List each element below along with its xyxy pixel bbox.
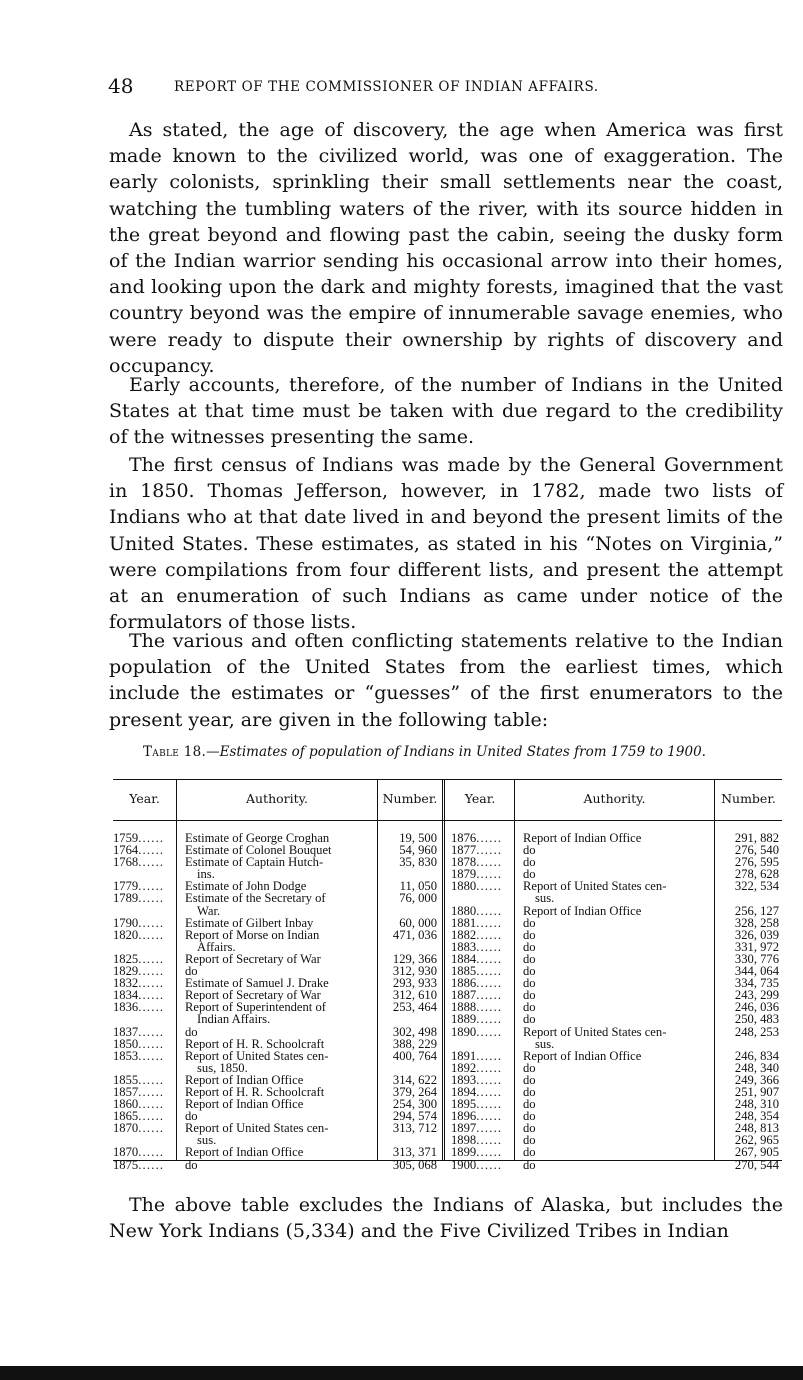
year-value: 1837 <box>113 1024 139 1039</box>
row-authority <box>185 856 323 880</box>
row-number: 246, 834 <box>734 1048 779 1063</box>
authority-line: Report of Secretary of War <box>185 988 321 1003</box>
row-authority <box>185 1098 303 1110</box>
leader-dots: ...... <box>476 1072 503 1087</box>
authority-line: do <box>185 1157 198 1172</box>
leader-dots: ...... <box>476 939 503 954</box>
leader-dots: ...... <box>138 1084 165 1099</box>
row-number: 344, 064 <box>734 964 779 979</box>
leader-dots: ...... <box>138 1024 165 1039</box>
row-number: 278, 628 <box>734 867 779 882</box>
table-row <box>113 929 442 953</box>
year-value: 1829 <box>113 964 139 979</box>
row-number: 248, 354 <box>734 1109 779 1124</box>
leader-dots: ...... <box>476 976 503 991</box>
row-number: 291, 882 <box>734 831 779 845</box>
row-number: 76, 000 <box>399 891 437 906</box>
authority-line: Report of Morse on Indian <box>185 927 320 942</box>
row-number: 331, 972 <box>734 939 779 954</box>
leader-dots: ...... <box>138 1072 165 1087</box>
authority-line: Report of United States cen- <box>523 1024 667 1039</box>
row-authority <box>523 1026 666 1050</box>
row-number: 312, 930 <box>392 964 437 979</box>
row-year <box>113 892 164 904</box>
authority-line: Report of Indian Office <box>185 1145 304 1160</box>
paragraph-5: The above table excludes the Indians of Alaska, but includes the New York Indians (5,334) and the Five Civilized Tribes in Indian <box>109 1194 783 1243</box>
page-header <box>108 74 728 102</box>
row-year <box>113 856 164 868</box>
year-value: 1768 <box>113 855 139 870</box>
leader-dots: ...... <box>138 879 165 894</box>
table-right-half <box>451 832 782 1171</box>
year-value: 1855 <box>113 1072 139 1087</box>
row-number: 328, 258 <box>734 915 779 930</box>
row-authority <box>185 1122 328 1146</box>
year-value: 1885 <box>451 964 477 979</box>
year-value: 1886 <box>451 976 477 991</box>
year-value: 1879 <box>451 867 477 882</box>
year-value: 1820 <box>113 927 139 942</box>
year-value: 1759 <box>113 831 139 845</box>
authority-line: Estimate of Colonel Bouquet <box>185 843 332 858</box>
leader-dots: ...... <box>476 927 503 942</box>
year-value: 1850 <box>113 1036 139 1051</box>
year-value: 1779 <box>113 879 139 894</box>
year-value: 1880 <box>451 903 477 918</box>
row-number: 312, 610 <box>392 988 437 1003</box>
leader-dots: ...... <box>138 1157 165 1172</box>
year-value: 1892 <box>451 1060 477 1075</box>
authority-line: Affairs. <box>197 939 236 954</box>
authority-line: sus. <box>535 891 555 906</box>
row-number: 251, 907 <box>734 1084 779 1099</box>
year-value: 1860 <box>113 1097 139 1112</box>
leader-dots: ...... <box>476 831 503 845</box>
row-authority <box>523 880 666 904</box>
leader-dots: ...... <box>138 1000 165 1015</box>
authority-line: do <box>523 1133 536 1148</box>
authority-line: do <box>523 1121 536 1136</box>
row-number: 305, 068 <box>392 1157 437 1172</box>
authority-line: do <box>523 867 536 882</box>
row-number: 276, 540 <box>734 843 779 858</box>
authority-line: do <box>523 939 536 954</box>
leader-dots: ...... <box>476 843 503 858</box>
leader-dots: ...... <box>138 1048 165 1063</box>
row-authority <box>185 1038 324 1050</box>
year-value: 1897 <box>451 1121 477 1136</box>
row-year <box>113 929 164 941</box>
leader-dots: ...... <box>476 1109 503 1124</box>
paragraph-2: Early accounts, therefore, of the number of Indians in the United States at that time must be taken with due regard to the credibility of the witnesses presenting the same. <box>109 374 783 449</box>
row-number: 254, 300 <box>392 1097 437 1112</box>
column-rule-double <box>442 780 445 1160</box>
leader-dots: ...... <box>476 1133 503 1148</box>
row-number: 243, 299 <box>734 988 779 1003</box>
authority-line: do <box>523 1109 536 1124</box>
year-value: 1880 <box>451 879 477 894</box>
authority-line: do <box>523 1157 536 1172</box>
row-number: 248, 310 <box>734 1097 779 1112</box>
authority-line: do <box>523 976 536 991</box>
row-number: 248, 253 <box>734 1024 779 1039</box>
authority-line: do <box>523 988 536 1003</box>
authority-line: do <box>523 855 536 870</box>
row-number: 246, 036 <box>734 1000 779 1015</box>
authority-line: Estimate of Gilbert Inbay <box>185 915 314 930</box>
leader-dots: ...... <box>476 855 503 870</box>
year-value: 1865 <box>113 1109 139 1124</box>
leader-dots: ...... <box>476 1084 503 1099</box>
row-number: 270, 544 <box>734 1157 779 1172</box>
row-year <box>451 1159 502 1171</box>
row-authority <box>185 1001 326 1025</box>
row-authority <box>185 929 319 953</box>
row-authority <box>523 917 536 929</box>
row-year <box>113 1159 164 1171</box>
row-number: 129, 366 <box>392 951 437 966</box>
row-authority <box>185 1146 303 1158</box>
table-left-half <box>113 832 442 1171</box>
year-value: 1888 <box>451 1000 477 1015</box>
authority-line: sus. <box>197 1133 217 1148</box>
row-number: 313, 371 <box>392 1145 437 1160</box>
year-value: 1895 <box>451 1097 477 1112</box>
table-row <box>113 1001 442 1025</box>
leader-dots: ...... <box>476 1024 503 1039</box>
leader-dots: ...... <box>138 976 165 991</box>
authority-line: Report of United States cen- <box>523 879 667 894</box>
authority-line: Estimate of Samuel J. Drake <box>185 976 329 991</box>
leader-dots: ...... <box>476 903 503 918</box>
leader-dots: ...... <box>138 855 165 870</box>
authority-line: sus, 1850. <box>197 1060 248 1075</box>
leader-dots: ...... <box>138 1097 165 1112</box>
page-number: 48 <box>108 74 134 98</box>
authority-line: War. <box>197 903 221 918</box>
row-authority <box>185 1159 198 1171</box>
year-value: 1898 <box>451 1133 477 1148</box>
leader-dots: ...... <box>138 1109 165 1124</box>
row-number: 330, 776 <box>734 951 779 966</box>
row-authority <box>523 832 641 844</box>
authority-line: Report of Superintendent of <box>185 1000 326 1015</box>
row-number: 248, 813 <box>734 1121 779 1136</box>
leader-dots: ...... <box>476 879 503 894</box>
authority-line: Report of Indian Office <box>185 1097 304 1112</box>
leader-dots: ...... <box>138 964 165 979</box>
authority-line: Report of Indian Office <box>523 903 642 918</box>
paragraph-4: The various and often conflicting statements relative to the Indian population of the United States from the earliest times, which include the estimates or “guesses” of the first enumerators to the present year, are given in the following table: <box>109 630 783 731</box>
authority-line: do <box>523 1060 536 1075</box>
leader-dots: ...... <box>476 988 503 1003</box>
authority-line: Report of Indian Office <box>185 1072 304 1087</box>
table-row <box>451 1026 782 1050</box>
authority-line: Estimate of John Dodge <box>185 879 307 894</box>
year-value: 1878 <box>451 855 477 870</box>
year-value: 1890 <box>451 1024 477 1039</box>
year-value: 1789 <box>113 891 139 906</box>
leader-dots: ...... <box>138 831 165 845</box>
authority-line: do <box>523 843 536 858</box>
table-row <box>113 1050 442 1074</box>
row-year <box>113 1050 164 1062</box>
row-number: 322, 534 <box>734 879 779 894</box>
authority-line: Report of Secretary of War <box>185 951 321 966</box>
row-number: 60, 000 <box>399 915 437 930</box>
row-number: 249, 366 <box>734 1072 779 1087</box>
table-caption <box>143 744 706 760</box>
leader-dots: ...... <box>138 843 165 858</box>
row-number: 326, 039 <box>734 927 779 942</box>
column-header-year: Year. <box>129 791 160 806</box>
authority-line: do <box>185 1024 198 1039</box>
authority-line: do <box>523 1084 536 1099</box>
row-number: 334, 735 <box>734 976 779 991</box>
authority-line: do <box>523 1097 536 1112</box>
year-value: 1764 <box>113 843 139 858</box>
column-header-number: Number. <box>721 791 776 806</box>
authority-line: do <box>523 964 536 979</box>
authority-line: Report of H. R. Schoolcraft <box>185 1036 325 1051</box>
row-number: 267, 905 <box>734 1145 779 1160</box>
table-row <box>113 892 442 916</box>
leader-dots: ...... <box>138 988 165 1003</box>
authority-line: Estimate of George Croghan <box>185 831 330 845</box>
row-year <box>451 880 502 892</box>
year-value: 1832 <box>113 976 139 991</box>
row-number: 35, 830 <box>399 855 437 870</box>
row-number: 11, 050 <box>399 879 437 894</box>
column-header-authority: Authority. <box>245 791 309 806</box>
year-value: 1889 <box>451 1012 477 1027</box>
row-year <box>113 1122 164 1134</box>
column-header-year: Year. <box>464 791 496 806</box>
authority-line: do <box>185 964 198 979</box>
header-rule <box>113 820 782 821</box>
row-number: 313, 712 <box>392 1121 437 1136</box>
authority-line: sus. <box>535 1036 555 1051</box>
column-header-number: Number. <box>382 791 438 806</box>
row-number: 294, 574 <box>392 1109 437 1124</box>
table-row <box>451 880 782 904</box>
row-authority <box>185 1026 198 1038</box>
row-number: 400, 764 <box>392 1048 437 1063</box>
year-value: 1899 <box>451 1145 477 1160</box>
row-number: 388, 229 <box>392 1036 437 1051</box>
row-number: 314, 622 <box>392 1072 437 1087</box>
row-authority <box>523 1050 641 1062</box>
table-row <box>113 1122 442 1146</box>
authority-line: Report of Indian Office <box>523 1048 642 1063</box>
year-value: 1870 <box>113 1121 139 1136</box>
row-number: 250, 483 <box>734 1012 779 1027</box>
authority-line: do <box>523 951 536 966</box>
leader-dots: ...... <box>476 1048 503 1063</box>
row-number: 54, 960 <box>399 843 437 858</box>
year-value: 1893 <box>451 1072 477 1087</box>
authority-line: do <box>523 915 536 930</box>
authority-line: Estimate of the Secretary of <box>185 891 326 906</box>
paragraph-3: The first census of Indians was made by the General Government in 1850. Thomas Jefferson, however, in 1782, made two lists of Indians who at that date lived in and beyond the present limits of the United States. These estimates, as stated in his “Notes on Virginia,” were compilations from four different lists, and present the attempt at an enumeration of such Indians as came under notice of the formulators of those lists. <box>109 454 783 634</box>
leader-dots: ...... <box>138 1121 165 1136</box>
leader-dots: ...... <box>476 964 503 979</box>
row-authority <box>523 1146 536 1158</box>
year-value: 1894 <box>451 1084 477 1099</box>
row-number: 262, 965 <box>734 1133 779 1148</box>
row-authority <box>185 953 321 965</box>
row-number: 248, 340 <box>734 1060 779 1075</box>
table-caption-text: —Estimates of population of Indians in United States from 1759 to 1900. <box>206 744 706 760</box>
year-value: 1825 <box>113 951 139 966</box>
row-number: 293, 933 <box>392 976 437 991</box>
row-number: 471, 036 <box>392 927 437 942</box>
leader-dots: ...... <box>138 927 165 942</box>
year-value: 1891 <box>451 1048 477 1063</box>
leader-dots: ...... <box>476 867 503 882</box>
row-number: 302, 498 <box>392 1024 437 1039</box>
row-authority <box>523 1159 536 1171</box>
year-value: 1836 <box>113 1000 139 1015</box>
leader-dots: ...... <box>476 1000 503 1015</box>
authority-line: ins. <box>197 867 215 882</box>
year-value: 1900 <box>451 1157 477 1172</box>
leader-dots: ...... <box>476 1060 503 1075</box>
authority-line: Report of H. R. Schoolcraft <box>185 1084 325 1099</box>
leader-dots: ...... <box>138 915 165 930</box>
authority-line: Estimate of Captain Hutch- <box>185 855 324 870</box>
population-table <box>113 779 782 1172</box>
row-number: 256, 127 <box>734 903 779 918</box>
year-value: 1884 <box>451 951 477 966</box>
page-bottom-edge <box>0 1366 803 1380</box>
authority-line: Indian Affairs. <box>197 1012 271 1027</box>
authority-line: do <box>523 1012 536 1027</box>
year-value: 1875 <box>113 1157 139 1172</box>
row-year <box>451 1026 502 1038</box>
authority-line: do <box>523 1000 536 1015</box>
leader-dots: ...... <box>476 1157 503 1172</box>
year-value: 1887 <box>451 988 477 1003</box>
authority-line: Report of United States cen- <box>185 1048 329 1063</box>
leader-dots: ...... <box>138 891 165 906</box>
running-head: REPORT OF THE COMMISSIONER OF INDIAN AFFAIRS. <box>174 79 599 95</box>
year-value: 1881 <box>451 915 477 930</box>
year-value: 1882 <box>451 927 477 942</box>
row-authority <box>185 892 326 916</box>
leader-dots: ...... <box>476 915 503 930</box>
column-header-authority: Authority. <box>583 791 646 806</box>
year-value: 1876 <box>451 831 477 845</box>
row-authority <box>185 1050 328 1074</box>
year-value: 1870 <box>113 1145 139 1160</box>
authority-line: Report of United States cen- <box>185 1121 329 1136</box>
leader-dots: ...... <box>138 951 165 966</box>
table-row <box>451 1159 782 1171</box>
leader-dots: ...... <box>476 1097 503 1112</box>
year-value: 1834 <box>113 988 139 1003</box>
authority-line: Report of Indian Office <box>523 831 642 845</box>
year-value: 1877 <box>451 843 477 858</box>
table-row <box>113 856 442 880</box>
table-row <box>113 1159 442 1171</box>
authority-line: do <box>523 1145 536 1160</box>
row-number: 379, 264 <box>392 1084 437 1099</box>
year-value: 1790 <box>113 915 139 930</box>
row-authority <box>523 1013 536 1025</box>
leader-dots: ...... <box>476 1121 503 1136</box>
leader-dots: ...... <box>138 1145 165 1160</box>
year-value: 1896 <box>451 1109 477 1124</box>
year-value: 1883 <box>451 939 477 954</box>
row-year <box>113 1001 164 1013</box>
year-value: 1853 <box>113 1048 139 1063</box>
authority-line: do <box>523 1072 536 1087</box>
row-authority <box>523 905 641 917</box>
leader-dots: ...... <box>138 1036 165 1051</box>
row-number: 19, 500 <box>399 831 437 845</box>
year-value: 1857 <box>113 1084 139 1099</box>
table-caption-label: Table 18. <box>143 744 207 760</box>
leader-dots: ...... <box>476 951 503 966</box>
leader-dots: ...... <box>476 1145 503 1160</box>
row-authority <box>185 917 313 929</box>
row-number: 253, 464 <box>392 1000 437 1015</box>
paragraph-1: As stated, the age of discovery, the age when America was first made known to the civilized world, was one of exaggeration. The early colonists, sprinkling their small settlements near the coast, watching the tumbling waters of the river, with its source hidden in the great beyond and flowing past the cabin, seeing the dusky form of the Indian warrior sending his occasional arrow into their homes, and looking upon the dark and mighty forests, imagined that the vast country beyond was the empire of innumerable savage enemies, who were ready to dispute their ownership by rights of discovery and occupancy. <box>109 119 783 377</box>
leader-dots: ...... <box>476 1012 503 1027</box>
authority-line: do <box>523 927 536 942</box>
authority-line: do <box>185 1109 198 1124</box>
row-number: 276, 595 <box>734 855 779 870</box>
